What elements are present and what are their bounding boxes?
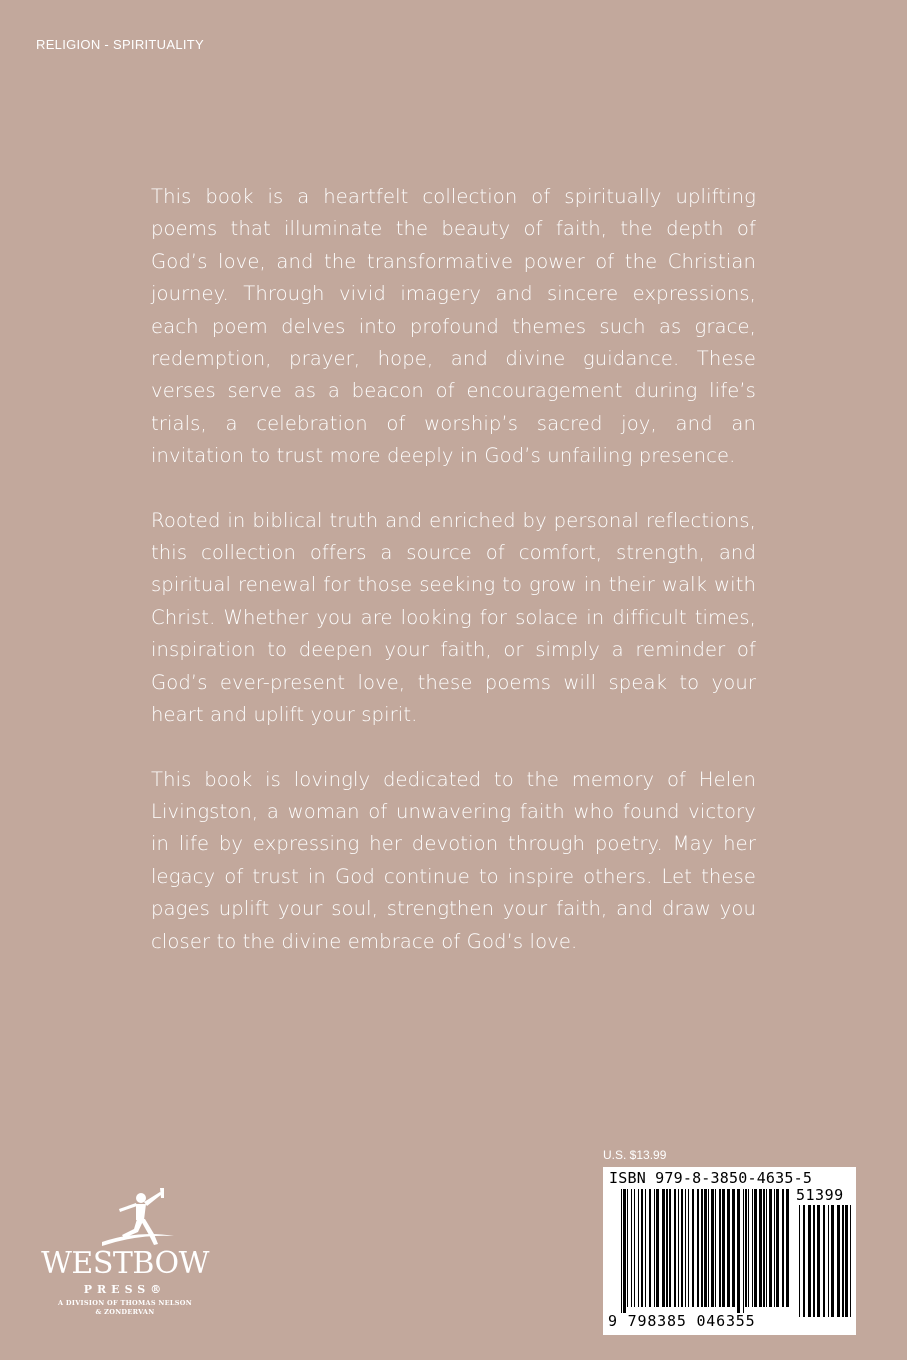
description-paragraph: This book is a heartfelt collection of spiritually uplifting poems that illuminate the beauty of faith, the depth of God’s love, and the transformative power of the Christian journey. Through vivid imagery and sincere expressions, each poem delves into profound themes such as grace, redemption, prayer, hope, and divine guidance. These verses serve as a beacon of encouragement during life’s trials, a celebration of worship’s sacred joy, and an invitation to trust more deeply in God’s unfailing presence. [151, 185, 756, 468]
description-paragraph: Rooted in biblical truth and enriched by personal reflections, this collection offers a source of comfort, strength, and spiritual renewal for those seeking to grow in their walk with Christ. Whether you are looking for solace in difficult times, inspiration to deepen your faith, or simply a reminder of God’s ever-present love, these poems will speak to your heart and uplift your spirit. [151, 508, 756, 727]
back-cover-description [151, 181, 756, 990]
category-label: RELIGION - SPIRITUALITY [36, 37, 204, 52]
publisher-division-line1: A DIVISION OF THOMAS NELSON [58, 1299, 192, 1307]
isbn-label: ISBN 979-8-3850-4635-5 [609, 1169, 813, 1187]
barcode-panel [603, 1167, 856, 1335]
barcode-icon [603, 1167, 856, 1335]
price-label: U.S. $13.99 [603, 1148, 667, 1162]
barcode-addon-code: 51399 [796, 1186, 844, 1204]
barcode-ean-digits: 9 798385 046355 [608, 1312, 756, 1330]
publisher-division-line2: & ZONDERVAN [95, 1308, 155, 1316]
publisher-logo [30, 1186, 230, 1326]
publisher-press: PRESS® [83, 1283, 167, 1296]
runner-figure-icon [98, 1186, 178, 1248]
publisher-name: WESTBOW [41, 1246, 209, 1281]
description-paragraph: This book is lovingly dedicated to the memory of Helen Livingston, a woman of unwavering faith who found victory in life by expressing her devotion through poetry. May her legacy of trust in God continue to inspire others. Let these pages uplift your soul, strengthen your faith, and draw you closer to the divine embrace of God’s love. [151, 767, 756, 953]
